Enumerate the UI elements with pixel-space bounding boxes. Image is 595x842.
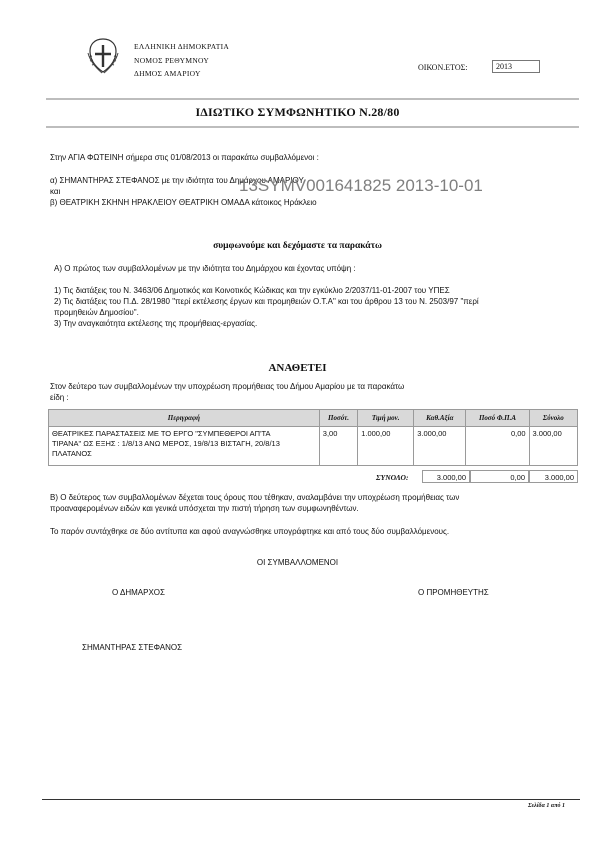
- totals-total: 3.000,00: [529, 470, 578, 483]
- totals-label: ΣΥΝΟΛΟ:: [376, 473, 409, 482]
- row-net-value: 3.000,00: [414, 427, 466, 466]
- condition-2-cont: προμηθειών Δημοσίου".: [54, 308, 139, 317]
- col-quantity: Ποσότ.: [319, 410, 357, 427]
- page-number: Σελίδα 1 από 1: [528, 803, 565, 809]
- party-b: β) ΘΕΑΤΡΙΚΗ ΣΚΗΝΗ ΗΡΑΚΛΕΙΟΥ ΘΕΑΤΡΙΚΗ ΟΜΑΔΑ κάτοικος Ηράκλειο: [50, 198, 317, 207]
- row-description: [49, 427, 320, 466]
- clause-a: Α) Ο πρώτος των συμβαλλομένων με την ιδιότητα του Δημάρχου και έχοντας υπόψη :: [54, 264, 356, 273]
- col-vat: Ποσό Φ.Π.Α: [466, 410, 529, 427]
- assign-text-cont: είδη :: [50, 393, 69, 402]
- greek-emblem-icon: [84, 37, 122, 75]
- col-description: Περιγραφή: [49, 410, 320, 427]
- description-line: ΤΙΡΑΝΑ" ΩΣ ΕΞΗΣ : 1/8/13 ΑΝΩ ΜΕΡΟΣ, 19/8/13 ΒΙΣΤΑΓΗ, 20/8/13: [52, 439, 280, 448]
- condition-3: 3) Την αναγκαιότητα εκτέλεσης της προμήθειας-εργασίας.: [54, 319, 258, 328]
- row-vat: 0,00: [466, 427, 529, 466]
- row-total: 3.000,00: [529, 427, 577, 466]
- condition-2: 2) Τις διατάξεις του Π.Δ. 28/1980 "περί εκτέλεσης έργων και προμηθειών Ο.Τ.Α" και του άρθρου 13 του Ν. 2503/97 "περί: [54, 297, 479, 306]
- footer-rule: [42, 799, 580, 800]
- assign-heading: ΑΝΑΘΕΤΕΙ: [268, 362, 327, 374]
- mayor-label: Ο ΔΗΜΑΡΧΟΣ: [112, 588, 165, 597]
- table-row: [49, 427, 578, 466]
- col-unit-price: Τιμή μον.: [358, 410, 414, 427]
- closing-text: Το παρόν συντάχθηκε σε δύο αντίτυπα και αφού αναγνώσθηκε υπογράφτηκε και από τους δύο συμβαλλόμενους.: [50, 527, 450, 536]
- fiscal-year-value: 2013: [496, 62, 512, 71]
- items-table: [48, 409, 578, 466]
- col-net-value: Καθ.Αξία: [414, 410, 466, 427]
- document-watermark: 13SYMV001641825 2013-10-01: [239, 176, 483, 195]
- party-a: α) ΣΗΜΑΝΤΗΡΑΣ ΣΤΕΦΑΝΟΣ με την ιδιότητα του Δημάρχου ΑΜΑΡΙΟΥ: [50, 176, 304, 185]
- fiscal-year-box: [492, 60, 540, 73]
- table-header-row: [49, 410, 578, 427]
- document-title: ΙΔΙΩΤΙΚΟ ΣΥΜΦΩΝΗΤΙΚΟ Ν.28/80: [195, 105, 400, 119]
- org-line-prefecture: ΝΟΜΟΣ ΡΕΘΥΜΝΟΥ: [134, 56, 210, 65]
- party-and: και: [50, 187, 61, 196]
- row-unit-price: 1.000,00: [358, 427, 414, 466]
- description-line: ΘΕΑΤΡΙΚΕΣ ΠΑΡΑΣΤΑΣΕΙΣ ΜΕ ΤΟ ΕΡΓΟ "ΣΥΜΠΕΘΕΡΟΙ ΑΠ'ΤΑ: [52, 429, 271, 438]
- fiscal-year-label: ΟΙΚΟΝ.ΕΤΟΣ:: [418, 63, 468, 72]
- mayor-name: ΣΗΜΑΝΤΗΡΑΣ ΣΤΕΦΑΝΟΣ: [82, 643, 183, 652]
- title-rule: [46, 126, 579, 128]
- totals-net: 3.000,00: [422, 470, 470, 483]
- agree-heading: συμφωνούμε και δεχόμαστε τα παρακάτω: [213, 241, 382, 251]
- description-line: ΠΛΑΤΑΝΟΣ: [52, 449, 92, 458]
- row-quantity: 3,00: [319, 427, 357, 466]
- org-line-republic: ΕΛΛΗΝΙΚΗ ΔΗΜΟΚΡΑΤΙΑ: [134, 42, 230, 51]
- clause-b: Β) Ο δεύτερος των συμβαλλομένων δέχεται τους όρους που τέθηκαν, αναλαμβάνει την υποχρέωση προμήθειας των: [50, 493, 460, 502]
- supplier-label: Ο ΠΡΟΜΗΘΕΥΤΗΣ: [418, 588, 489, 597]
- top-rule: [46, 98, 579, 100]
- col-total: Σύνολο: [529, 410, 577, 427]
- totals-vat: 0,00: [470, 470, 529, 483]
- org-line-municipality: ΔΗΜΟΣ ΑΜΑΡΙΟΥ: [134, 69, 201, 78]
- intro-text: Στην ΑΓΙΑ ΦΩΤΕΙΝΗ σήμερα στις 01/08/2013 οι παρακάτω συμβαλλόμενοι :: [50, 153, 319, 162]
- clause-b-cont: προαναφερομένων ειδών και γενικά υπόσχεται την πιστή τήρηση των συμφωνηθέντων.: [50, 504, 359, 513]
- assign-text: Στον δεύτερο των συμβαλλομένων την υποχρέωση προμήθειας του Δήμου Αμαρίου με τα παρακάτω: [50, 382, 405, 391]
- signatories-heading: ΟΙ ΣΥΜΒΑΛΛΟΜΕΝΟΙ: [256, 558, 339, 567]
- condition-1: 1) Τις διατάξεις του Ν. 3463/06 Δημοτικός και Κοινοτικός Κώδικας και την εγκύκλιο 2/2037/11-01-2007 του ΥΠΕΣ: [54, 286, 450, 295]
